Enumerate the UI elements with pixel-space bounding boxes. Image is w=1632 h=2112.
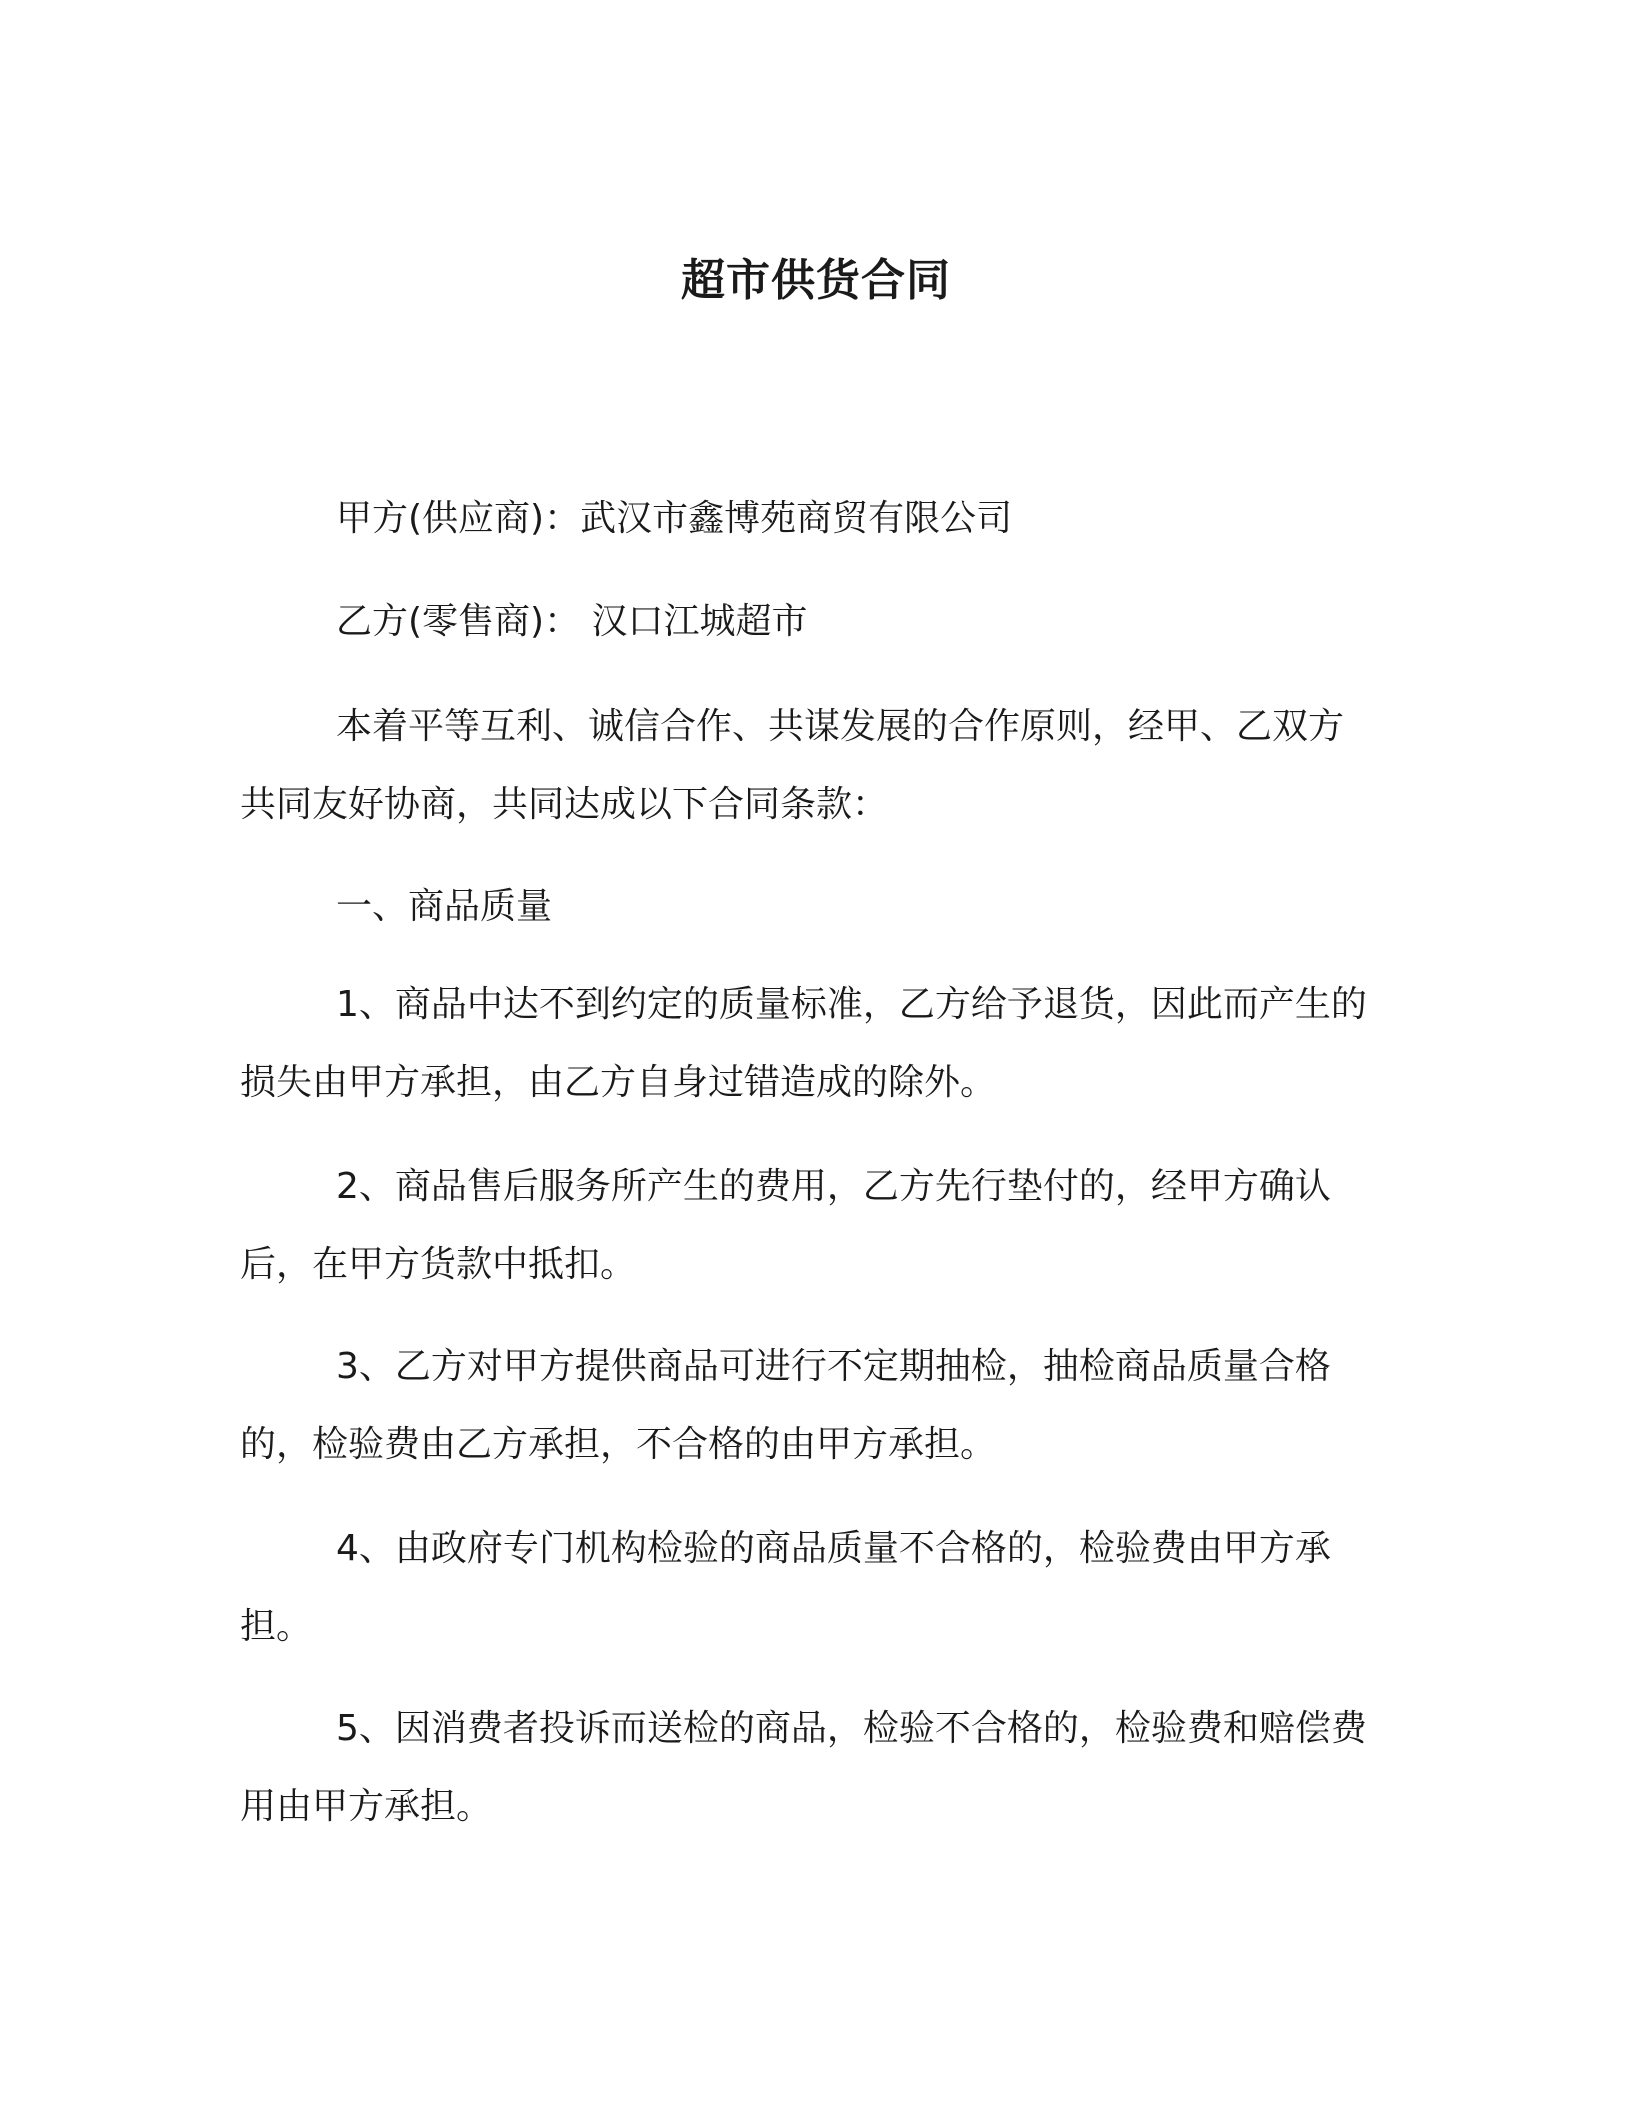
- intro-paragraph: 本着平等互利、诚信合作、共谋发展的合作原则，经甲、乙双方共同友好协商，共同达成以下合同条款：: [240, 706, 1345, 825]
- clause-3: 3、乙方对甲方提供商品可进行不定期抽检，抽检商品质量合格的，检验费由乙方承担，不合格的由甲方承担。: [240, 1346, 1331, 1465]
- clause-1: 1、商品中达不到约定的质量标准，乙方给予退货，因此而产生的损失由甲方承担，由乙方自身过错造成的除外。: [240, 984, 1367, 1103]
- party-a-line: 甲方(供应商)：武汉市鑫博苑商贸有限公司: [336, 498, 1013, 539]
- clause-2: 2、商品售后服务所产生的费用，乙方先行垫付的，经甲方确认后，在甲方货款中抵扣。: [240, 1166, 1331, 1285]
- document-title: 超市供货合同: [681, 255, 951, 307]
- clause-5: 5、因消费者投诉而送检的商品，检验不合格的，检验费和赔偿费用由甲方承担。: [240, 1708, 1367, 1827]
- section-heading: 一、商品质量: [336, 886, 553, 927]
- clause-4: 4、由政府专门机构检验的商品质量不合格的，检验费由甲方承担。: [240, 1528, 1331, 1647]
- party-b-line: 乙方(零售商)： 汉口江城超市: [336, 601, 808, 642]
